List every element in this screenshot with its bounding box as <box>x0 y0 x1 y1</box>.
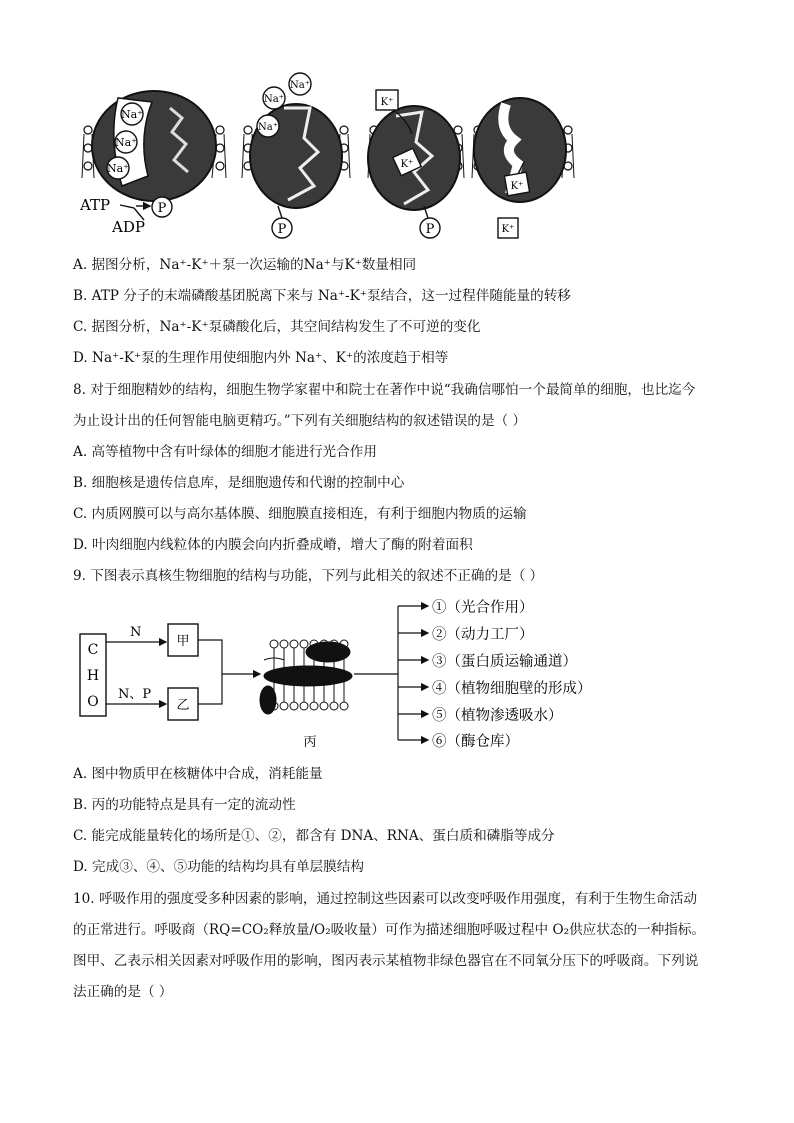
q9-option-a: A. 图中物质甲在核糖体中合成，消耗能量 <box>73 766 323 782</box>
function-1: ①（光合作用） <box>432 600 534 616</box>
pump-state-3 <box>368 90 460 238</box>
adp-label: ADP <box>112 218 145 236</box>
q8-option-a: A. 高等植物中含有叶绿体的细胞才能进行光合作用 <box>73 444 377 460</box>
na-ion-label: Na⁺ <box>258 122 278 133</box>
na-ion-label: Na⁺ <box>107 162 129 175</box>
n-label: N <box>130 625 142 640</box>
element-h: H <box>86 668 100 684</box>
yi-label: 乙 <box>176 698 190 713</box>
membrane-bing <box>260 640 352 714</box>
q8-option-c: C. 内质网膜可以与高尔基体膜、细胞膜直接相连，有利于细胞内物质的运输 <box>73 506 527 522</box>
function-5: ⑤（植物渗透吸水） <box>432 708 563 724</box>
q8-option-d: D. 叶肉细胞内线粒体的内膜会向内折叠成嵴，增大了酶的附着面积 <box>73 537 473 553</box>
element-c: C <box>87 642 99 658</box>
k-ion-label: K⁺ <box>400 159 414 170</box>
function-6: ⑥（酶仓库） <box>432 734 519 750</box>
na-ion-label: Na⁺ <box>121 108 143 121</box>
element-o: O <box>87 694 99 710</box>
q8-stem-line2: 为止设计出的任何智能电脑更精巧。”下列有关细胞结构的叙述错误的是（ ） <box>73 413 527 429</box>
q10-line4: 法正确的是（ ） <box>73 984 173 1000</box>
q9-option-b: B. 丙的功能特点是具有一定的流动性 <box>73 797 296 813</box>
function-4: ④（植物细胞壁的形成） <box>432 681 592 697</box>
q10-line2: 的正常进行。呼吸商（RQ=CO₂释放量/O₂吸收量）可作为描述细胞呼吸过程中 O₂供应状态的一种指标。 <box>73 922 706 938</box>
k-ion-label: K⁺ <box>380 97 394 108</box>
q9-option-c: C. 能完成能量转化的场所是①、②，都含有 DNA、RNA、蛋白质和磷脂等成分 <box>73 828 555 844</box>
q8-stem-line1: 8. 对于细胞精妙的结构，细胞生物学家翟中和院士在著作中说“我确信哪怕一个最简单的细胞，也比迄今 <box>73 382 696 398</box>
pump-state-4 <box>474 98 566 238</box>
q8-option-b: B. 细胞核是遗传信息库，是细胞遗传和代谢的控制中心 <box>73 475 405 491</box>
jia-label: 甲 <box>176 634 190 649</box>
phosphate-label: P <box>425 222 435 237</box>
q7-option-d: D. Na⁺-K⁺泵的生理作用使细胞内外 Na⁺、K⁺的浓度趋于相等 <box>73 350 449 366</box>
atp-label: ATP <box>80 196 111 214</box>
na-ion-label: Na⁺ <box>115 136 137 149</box>
pump-state-1 <box>79 91 216 236</box>
function-3: ③（蛋白质运输通道） <box>432 654 577 670</box>
na-ion-label: Na⁺ <box>290 80 310 91</box>
k-ion-label: K⁺ <box>501 224 515 235</box>
q9-stem: 9. 下图表示真核生物细胞的结构与功能，下列与此相关的叙述不正确的是（ ） <box>73 568 544 584</box>
sodium-potassium-pump-figure <box>78 68 578 248</box>
k-ion-label: K⁺ <box>510 181 524 192</box>
na-ion-label: Na⁺ <box>264 94 284 105</box>
bing-label: 丙 <box>303 735 317 750</box>
phosphate-label: P <box>157 201 167 216</box>
function-2: ②（动力工厂） <box>432 627 534 643</box>
q9-option-d: D. 完成③、④、⑤功能的结构均具有单层膜结构 <box>73 859 364 875</box>
pump-state-2 <box>250 73 342 238</box>
q7-option-b: B. ATP 分子的末端磷酸基团脱离下来与 Na⁺-K⁺泵结合，这一过程伴随能量的转移 <box>73 288 571 304</box>
cell-structure-function-diagram <box>78 594 638 754</box>
phosphate-label: P <box>277 222 287 237</box>
np-label: N、P <box>118 687 152 702</box>
q7-option-a: A. 据图分析，Na⁺-K⁺＋泵一次运输的Na⁺与K⁺数量相同 <box>73 257 417 273</box>
q7-option-c: C. 据图分析，Na⁺-K⁺泵磷酸化后，其空间结构发生了不可逆的变化 <box>73 319 481 335</box>
q10-line1: 10. 呼吸作用的强度受多种因素的影响，通过控制这些因素可以改变呼吸作用强度，有利于生物生命活动 <box>73 891 698 907</box>
q10-line3: 图甲、乙表示相关因素对呼吸作用的影响，图丙表示某植物非绿色器官在不同氧分压下的呼吸商。下列说 <box>73 953 699 969</box>
